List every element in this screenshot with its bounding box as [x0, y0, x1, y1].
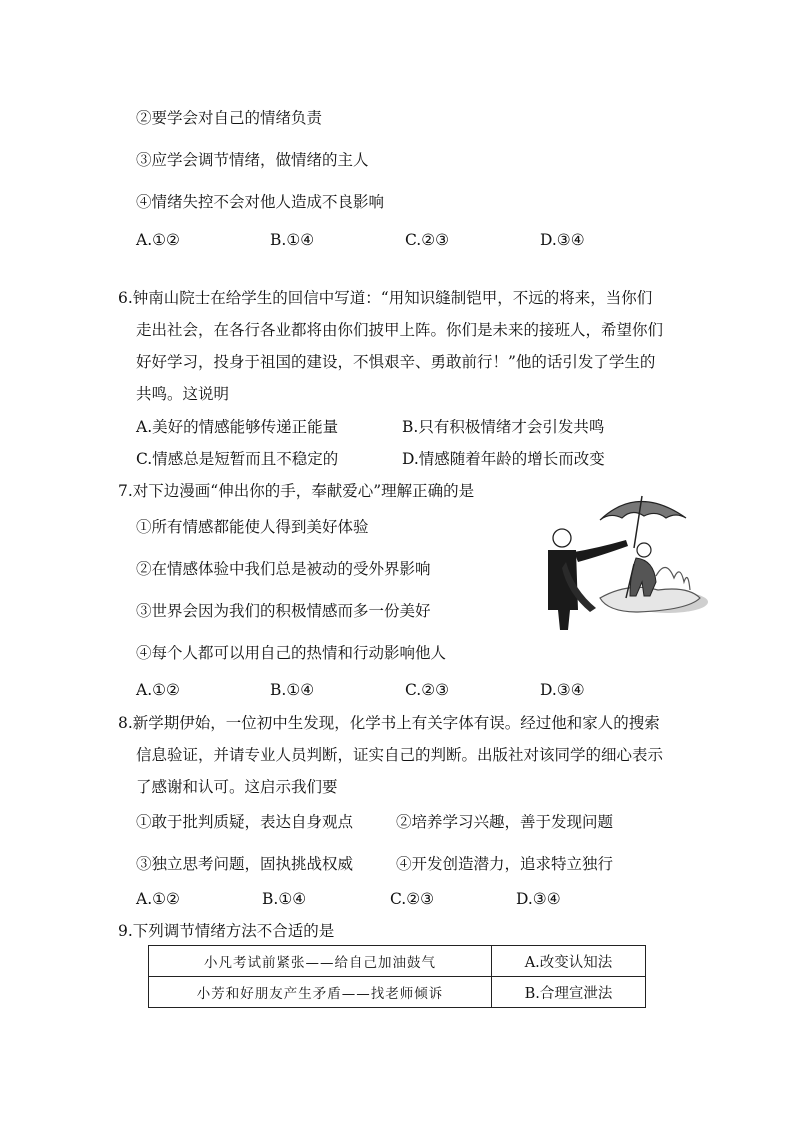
q8-item-2: ②培养学习兴趣，善于发现问题 — [396, 813, 614, 831]
q8-stem-line-1: 8.新学期伊始，一位初中生发现，化学书上有关字体有误。经过他和家人的搜索 — [118, 714, 660, 732]
table-row — [149, 946, 646, 977]
q9-table — [148, 945, 646, 1008]
q7-stem: 7.对下边漫画“伸出你的手，奉献爱心”理解正确的是 — [118, 482, 475, 500]
q7-item-3: ③世界会因为我们的积极情感而多一份美好 — [136, 602, 431, 620]
q5-item-3: ③应学会调节情绪，做情绪的主人 — [136, 151, 369, 169]
q8-item-3: ③独立思考问题，固执挑战权威 — [136, 855, 354, 873]
q6-stem-line-3: 好好学习，投身于祖国的建设，不惧艰辛、勇敢前行！”他的话引发了学生的 — [136, 353, 656, 371]
q9-case-2: 小芳和好朋友产生矛盾——找老师倾诉 — [149, 977, 492, 1008]
q6-option-c: C.情感总是短暂而且不稳定的 — [136, 450, 339, 468]
q8-stem-line-3: 了感谢和认可。这启示我们要 — [136, 778, 338, 796]
q8-option-d: D.③④ — [516, 890, 561, 908]
q8-stem-line-2: 信息验证，并请专业人员判断，证实自己的判断。出版社对该同学的细心表示 — [136, 746, 664, 764]
q7-item-4: ④每个人都可以用自己的热情和行动影响他人 — [136, 644, 447, 662]
q6-option-a: A.美好的情感能够传递正能量 — [136, 418, 339, 436]
q6-option-b: B.只有积极情绪才会引发共鸣 — [402, 418, 605, 436]
cartoon-illustration — [538, 490, 708, 630]
q7-option-c: C.②③ — [405, 681, 450, 699]
q8-item-4: ④开发创造潜力，追求特立独行 — [396, 855, 614, 873]
table-row — [149, 977, 646, 1008]
q5-option-b: B.①④ — [270, 231, 315, 249]
q5-option-a: A.①② — [136, 231, 180, 249]
q9-method-2: B.合理宣泄法 — [492, 977, 646, 1008]
q5-option-d: D.③④ — [540, 231, 585, 249]
q8-option-b: B.①④ — [262, 890, 307, 908]
q7-option-a: A.①② — [136, 681, 180, 699]
q9-case-1: 小凡考试前紧张——给自己加油鼓气 — [149, 946, 492, 977]
q5-item-2: ②要学会对自己的情绪负责 — [136, 109, 323, 127]
q7-item-2: ②在情感体验中我们总是被动的受外界影响 — [136, 560, 431, 578]
q7-item-1: ①所有情感都能使人得到美好体验 — [136, 518, 369, 536]
q8-item-1: ①敢于批判质疑，表达自身观点 — [136, 813, 354, 831]
q6-stem-line-1: 6.钟南山院士在给学生的回信中写道：“用知识缝制铠甲，不远的将来，当你们 — [118, 289, 653, 307]
q7-option-b: B.①④ — [270, 681, 315, 699]
q8-option-a: A.①② — [136, 890, 180, 908]
q5-item-4: ④情绪失控不会对他人造成不良影响 — [136, 193, 385, 211]
q6-stem-line-2: 走出社会，在各行各业都将由你们披甲上阵。你们是未来的接班人，希望你们 — [136, 321, 664, 339]
q5-option-c: C.②③ — [405, 231, 450, 249]
q9-stem: 9.下列调节情绪方法不合适的是 — [118, 922, 335, 940]
q8-option-c: C.②③ — [390, 890, 435, 908]
q7-option-d: D.③④ — [540, 681, 585, 699]
q6-option-d: D.情感随着年龄的增长而改变 — [402, 450, 605, 468]
q6-stem-line-4: 共鸣。这说明 — [136, 385, 230, 403]
q9-method-1: A.改变认知法 — [492, 946, 646, 977]
